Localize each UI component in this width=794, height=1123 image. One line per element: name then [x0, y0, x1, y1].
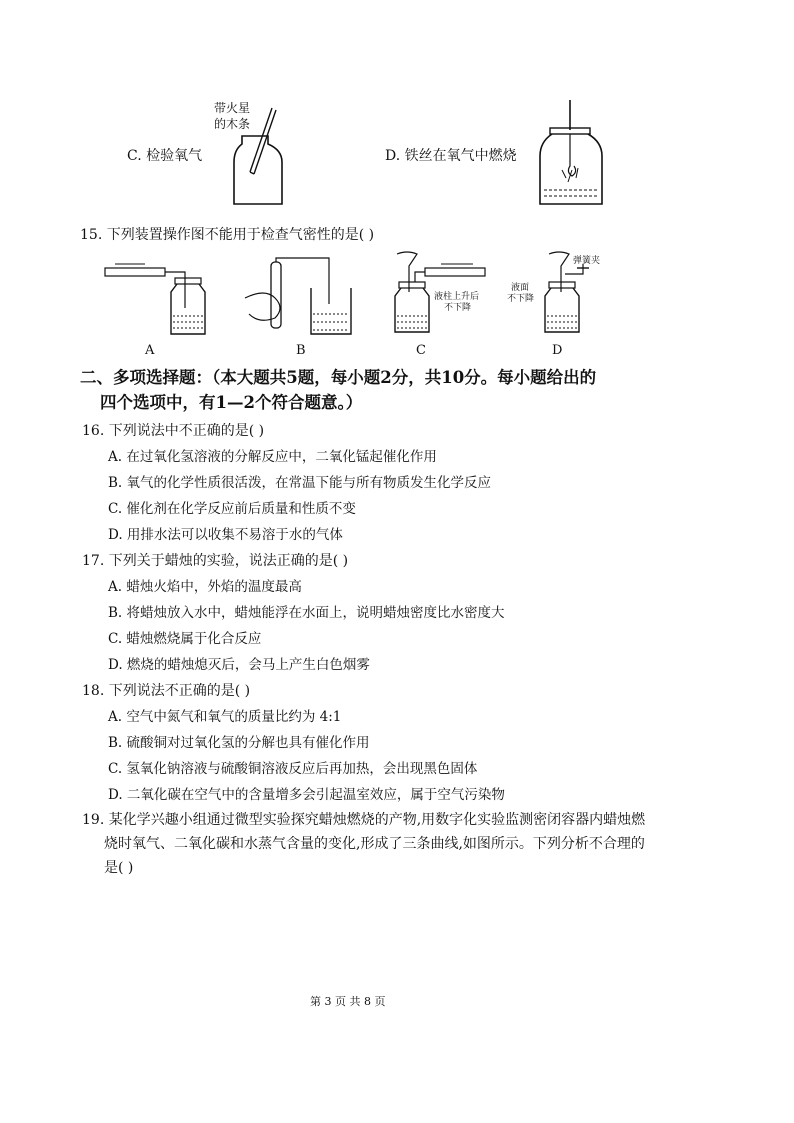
question-18-stem: 18. 下列说法不正确的是( )	[82, 683, 251, 699]
question-16-option-d: D. 用排水法可以收集不易溶于水的气体	[108, 527, 343, 543]
apparatus-c-note-line2: 不下降	[444, 303, 472, 313]
apparatus-b-hand-test-tube	[245, 258, 355, 338]
apparatus-d-note-top: 弹簧夹	[573, 256, 601, 266]
option-c-note-line1: 带火星	[214, 101, 251, 115]
apparatus-label-c: C	[416, 343, 426, 358]
apparatus-c-note-line1: 液柱上升后	[434, 292, 480, 302]
question-17-option-c: C. 蜡烛燃烧属于化合反应	[108, 631, 262, 647]
question-19-stem-line2: 烧时氧气、二氧化碳和水蒸气含量的变化,形成了三条曲线,如图所示。下列分析不合理的	[104, 836, 645, 852]
question-17-option-a: A. 蜡烛火焰中，外焰的温度最高	[108, 579, 302, 595]
option-d-label: D. 铁丝在氧气中燃烧	[385, 148, 517, 164]
question-18-option-b: B. 硫酸铜对过氧化氢的分解也具有催化作用	[108, 735, 370, 751]
apparatus-label-d: D	[552, 343, 563, 358]
page-footer: 第 3 页 共 8 页	[310, 995, 386, 1008]
apparatus-label-a: A	[145, 343, 155, 358]
section-2-heading-line1: 二、多项选择题：（本大题共5题，每小题2分，共10分。每小题给出的	[80, 368, 597, 387]
question-16-option-b: B. 氧气的化学性质很活泼，在常温下能与所有物质发生化学反应	[108, 475, 492, 491]
question-19-stem-line3: 是( )	[104, 860, 134, 876]
option-c-note-line2: 的木条	[214, 117, 251, 131]
apparatus-label-b: B	[296, 343, 306, 358]
iron-wire-bottle-illustration	[538, 100, 608, 210]
apparatus-d-note-line1: 液面	[511, 283, 530, 293]
question-17-stem: 17. 下列关于蜡烛的实验，说法正确的是( )	[82, 553, 349, 569]
apparatus-a-syringe-bottle	[105, 258, 205, 338]
question-17-option-d: D. 燃烧的蜡烛熄灭后，会马上产生白色烟雾	[108, 657, 370, 673]
question-19-stem-line1: 19. 某化学兴趣小组通过微型实验探究蜡烛燃烧的产物,用数字化实验监测密闭容器内蜡烛燃	[82, 812, 646, 828]
question-18-option-d: D. 二氧化碳在空气中的含量增多会引起温室效应，属于空气污染物	[108, 787, 505, 803]
option-c-label: C. 检验氧气	[127, 148, 203, 164]
question-18-option-c: C. 氢氧化钠溶液与硫酸铜溶液反应后再加热，会出现黑色固体	[108, 761, 478, 777]
question-15-stem: 15. 下列装置操作图不能用于检查气密性的是( )	[80, 227, 375, 243]
question-16-option-a: A. 在过氧化氢溶液的分解反应中，二氧化锰起催化作用	[108, 449, 437, 465]
question-18-option-a: A. 空气中氮气和氧气的质量比约为 4:1	[108, 709, 342, 725]
apparatus-d-note-line2: 不下降	[507, 294, 535, 304]
section-2-heading-line2: 四个选项中，有1—2个符合题意。）	[100, 393, 363, 412]
oxygen-test-bottle-illustration	[228, 108, 288, 208]
question-16-option-c: C. 催化剂在化学反应前后质量和性质不变	[108, 501, 356, 517]
question-16-stem: 16. 下列说法中不正确的是( )	[82, 423, 265, 439]
question-17-option-b: B. 将蜡烛放入水中，蜡烛能浮在水面上，说明蜡烛密度比水密度大	[108, 605, 505, 621]
